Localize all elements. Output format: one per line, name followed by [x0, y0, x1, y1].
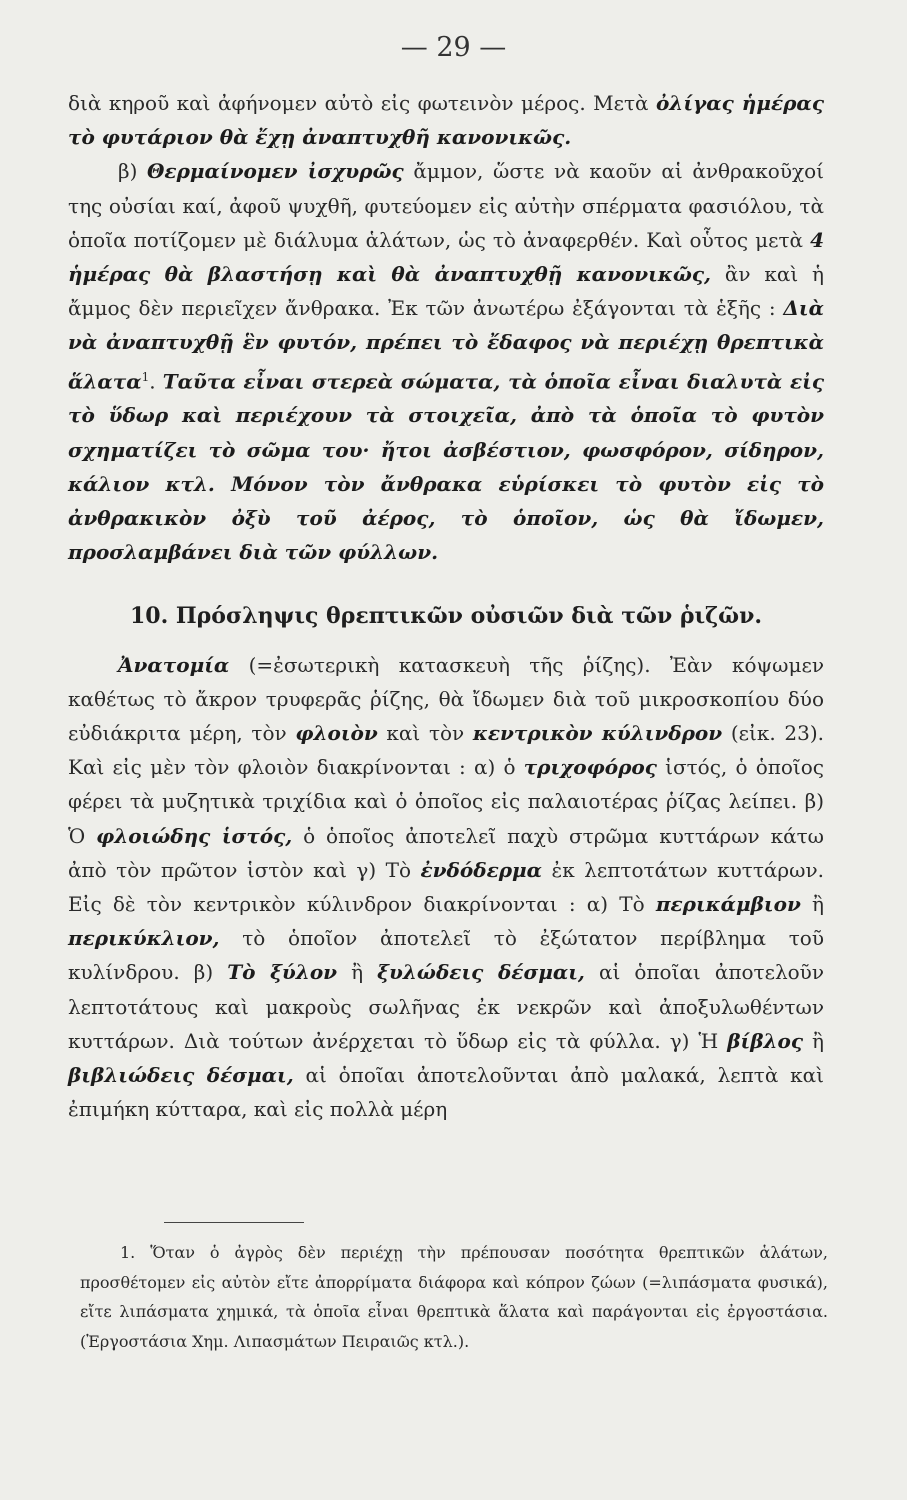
- footnote-divider: [164, 1222, 304, 1223]
- footnote-text: 1. Ὅταν ὁ ἀγρὸς δὲν περιέχῃ τὴν πρέπουσαν ποσότητα θρεπτικῶν ἁλάτων, προσθέτομεν εἰς αὐτὸν εἴτε ἀπορρίματα διάφορα καὶ κόπρον ζώων (=λιπάσματα φυσικά), εἴτε λιπάσματα χημικά, τὰ ὁποῖα εἶναι θρεπτικὰ ἅλατα καὶ παράγονται εἰς ἐργοστάσια. (Ἐργοστάσια Χημ. Λιπασμάτων Πειραιῶς κτλ.).: [80, 1243, 828, 1351]
- paragraph-text: αἱ ὁποῖαι ἀποτελοῦνται ἀπὸ μαλακά, λεπτὰ καὶ ἐπιμήκη κύτταρα, καὶ εἰς πολλὰ μέρη: [68, 1062, 824, 1122]
- paragraph: [68, 154, 824, 569]
- footnote-ref: 1: [141, 369, 150, 384]
- paragraph-text: ἢ: [803, 1028, 825, 1053]
- page-number: — 29 —: [400, 32, 507, 63]
- emphasis-text: περικύκλιον,: [68, 926, 220, 951]
- paragraph-text: τὸ ὁποῖον ἀποτελεῖ τὸ ἐξώτατον περίβλημα τοῦ κυλίνδρου. β): [68, 926, 824, 985]
- paragraph-text: ἱστός, ὁ ὁποῖος φέρει τὰ μυζητικὰ τριχίδια καὶ ὁ ὁποῖος εἰς παλαιοτέρας ῥίζας λείπει. β) Ὁ: [68, 755, 825, 848]
- section-intro-text: [68, 86, 824, 570]
- emphasis-text: ἐνδόδερμα: [420, 857, 543, 882]
- paragraph-text: ἂν καὶ ἡ ἄμμος δὲν περιεῖχεν ἄνθρακα. Ἐκ τῶν ἀνωτέρω ἐξάγονται τὰ ἑξῆς :: [68, 262, 824, 321]
- page-body: [68, 86, 824, 1126]
- section-anatomy-text: [68, 648, 824, 1127]
- emphasis-text: 4 ἡμέρας θὰ βλαστήσῃ καὶ θὰ ἀναπτυχθῇ κανονικῶς,: [68, 227, 824, 287]
- paragraph-text: ἄμμον, ὥστε νὰ καοῦν αἱ ἀνθρακοῦχοί της οὐσίαι καί, ἀφοῦ ψυχθῆ, φυτεύομεν εἰς αὐτὴν σπέρματα φασιόλου, τὰ ὁποῖα ποτίζομεν μὲ διάλυμα ἁλάτων, ὡς τὸ ἀναφερθέν. Καὶ οὗτος μετὰ: [68, 159, 824, 252]
- paragraph-text: ὁ ὁποῖος ἀποτελεῖ παχὺ στρῶμα κυττάρων κάτω ἀπὸ τὸν πρῶτον ἱστὸν καὶ γ) Τὸ: [68, 823, 824, 882]
- emphasis-text: ξυλώδεις δέσμαι,: [377, 960, 585, 985]
- paragraph-text: ἢ: [800, 891, 825, 916]
- paragraph: [68, 86, 824, 154]
- paragraph-text: καὶ τὸν: [377, 720, 473, 745]
- emphasis-text: ὀλίγας ἡμέρας τὸ φυτάριον θὰ ἔχῃ ἀναπτυχθῆ κανονικῶς.: [68, 91, 825, 150]
- paragraph: [68, 648, 824, 1127]
- emphasis-text: Διὰ νὰ ἀναπτυχθῇ ἓν φυτόν, πρέπει τὸ ἔδαφος νὰ περιέχῃ θρεπτικὰ ἅλατα: [68, 296, 824, 394]
- paragraph-text: αἱ ὁποῖαι ἀποτελοῦν λεπτοτάτους καὶ μακροὺς σωλῆνας ἐκ νεκρῶν καὶ ἀποξυλωθέντων κυττάρων. Διὰ τούτων ἀνέρχεται τὸ ὕδωρ εἰς τὰ φύλλα. γ) Ἡ: [68, 960, 824, 1053]
- footnote: [80, 1238, 828, 1356]
- emphasis-text: Θερμαίνομεν ἰσχυρῶς: [147, 159, 404, 184]
- emphasis-text: φλοιὸν: [295, 720, 378, 745]
- emphasis-text: Τὸ ξύλον: [227, 960, 338, 985]
- paragraph-text: διὰ κηροῦ καὶ ἀφήνομεν αὐτὸ εἰς φωτεινὸν μέρος. Μετὰ: [68, 91, 656, 115]
- emphasis-text: κεντρικὸν κύλινδρον: [472, 720, 723, 745]
- emphasis-text: βίβλος: [727, 1028, 804, 1053]
- paragraph-text: (=ἐσωτερικὴ κατασκευὴ τῆς ῥίζης). Ἐὰν κόψωμεν καθέτως τὸ ἄκρον τρυφερᾶς ῥίζης, θὰ ἴδωμεν διὰ τοῦ μικροσκοπίου δύο εὐδιάκριτα μέρη, τὸν: [68, 652, 824, 745]
- emphasis-text: τριχοφόρος: [523, 755, 657, 780]
- paragraph-text: β): [118, 159, 147, 184]
- emphasis-text: Ἀνατομία: [118, 652, 230, 677]
- emphasis-text: φλοιώδης ἱστός,: [96, 823, 293, 848]
- paragraph-text: ἐκ λεπτοτάτων κυττάρων. Εἰς δὲ τὸν κεντρικὸν κύλινδρον διακρίνονται : α) Τὸ: [68, 857, 824, 916]
- emphasis-text: Ταῦτα εἶναι στερεὰ σώματα, τὰ ὁποῖα εἶναι διαλυτὰ εἰς τὸ ὕδωρ καὶ περιέχουν τὰ στοιχεῖα, ἀπὸ τὰ ὁποῖα τὸ φυτὸν σχηματίζει τὸ σῶμα του· ἤτοι ἀσβέστιον, φωσφόρον, σίδηρον, κάλιον κτλ. Μόνον τὸν ἄνθρακα εὑρίσκει τὸ φυτὸν εἰς τὸ ἀνθρακικὸν ὀξὺ τοῦ ἀέρος, τὸ ὁποῖον, ὡς θὰ ἴδωμεν, προσλαμβάνει διὰ τῶν φύλλων.: [68, 369, 824, 565]
- paragraph-text: ἢ: [337, 960, 378, 985]
- emphasis-text: περικάμβιον: [655, 891, 801, 916]
- section-heading: 10. Πρόσληψις θρεπτικῶν οὐσιῶν διὰ τῶν ῥιζῶν.: [129, 602, 763, 629]
- paragraph-text: .: [149, 369, 163, 394]
- paragraph-text: (εἰκ. 23). Καὶ εἰς μὲν τὸν φλοιὸν διακρίνονται : α) ὁ: [68, 720, 824, 780]
- emphasis-text: βιβλιώδεις δέσμαι,: [68, 1062, 294, 1087]
